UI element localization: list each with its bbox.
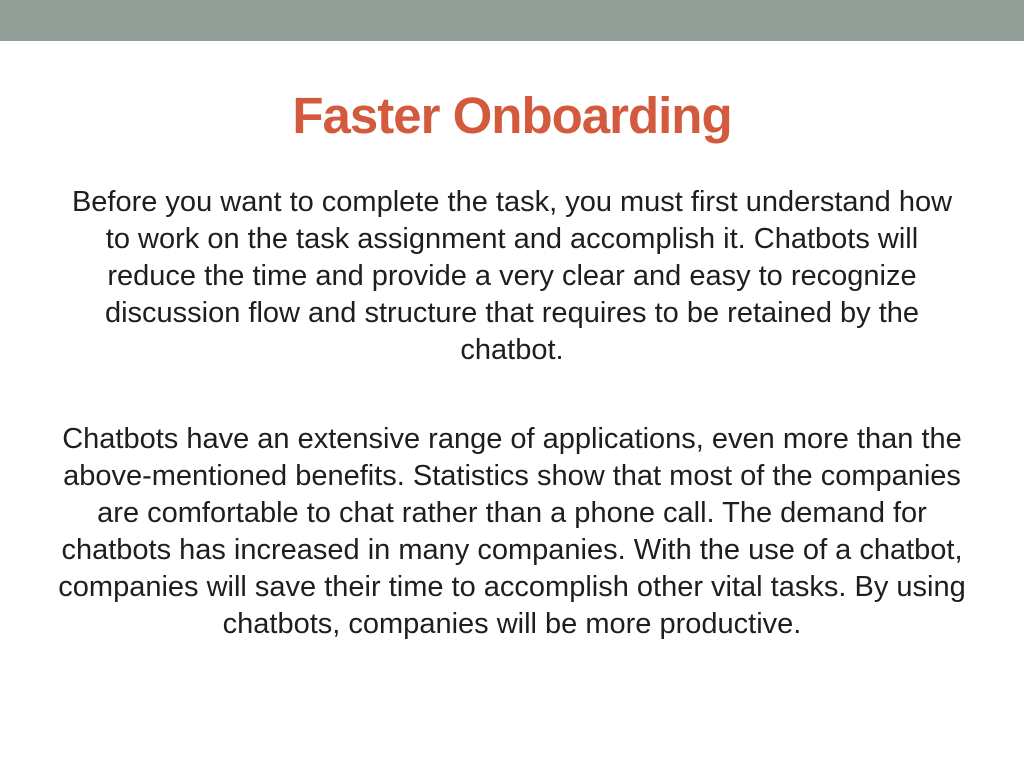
slide-header-bar: [0, 0, 1024, 41]
body-paragraph-1: Before you want to complete the task, you must first understand how to work on the task assignment and accomplish it. Chatbots will reduce the time and provide a very clear and easy to recognize discussion flow and structure that requires to be retained by the chatbot.: [71, 186, 953, 366]
body-paragraph-2: Chatbots have an extensive range of applications, even more than the above-mentioned benefits. Statistics show that most of the companies are comfortable to chat rather than a phone call. The demand for chatbots has increased in many companies. With the use of a chatbot, companies will save their time to accomplish other vital tasks. By using chatbots, companies will be more productive.: [58, 423, 966, 640]
slide-title: Faster Onboarding: [292, 87, 732, 144]
